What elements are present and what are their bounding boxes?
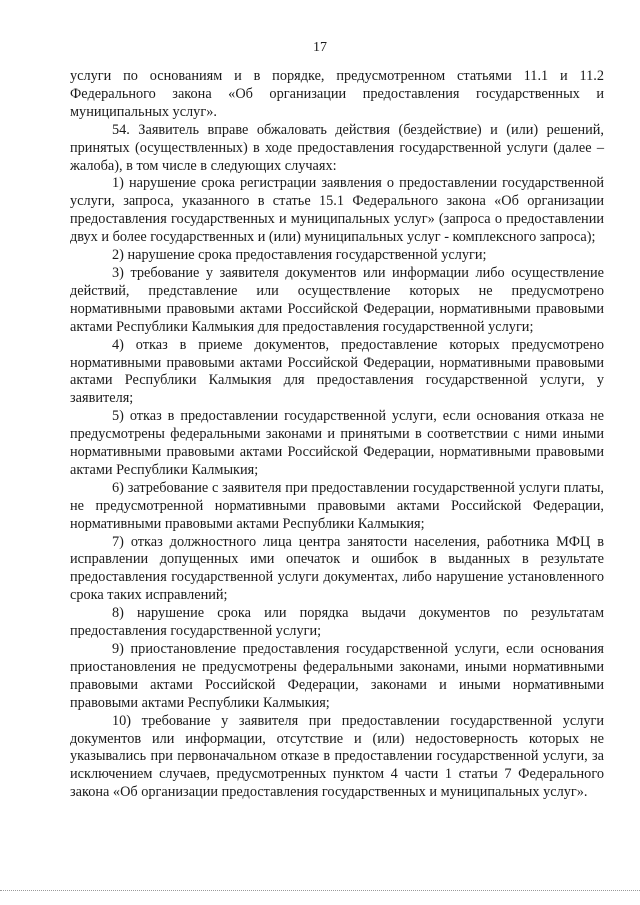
list-item-5: 5) отказ в предоставлении государственной услуги, если основания отказа не предусмотрены федеральными законами и принятыми в соответствии с ними иными нормативными правовыми актами Российской Федерации, нормативными правовыми актами Республики Калмыкия; [70,408,604,478]
list-item-7: 7) отказ должностного лица центра занятости населения, работника МФЦ в исправлении допущенных ими опечаток и ошибок в выданных в результате предоставления государственной услуги документах, либо нарушение установленного срока таких исправлений; [70,533,604,604]
list-item-10: 10) требование у заявителя при предоставлении государственной услуги документов или информации, отсутствие и (или) недостоверность которых не указывались при первоначальном отказе в предоставлении государственной услуги, за исключением случаев, предусмотренных пунктом 4 части 1 статьи 7 Федерального закона «Об организации предоставления государственных и муниципальных услуг». [70,712,604,801]
list-item-4: 4) отказ в приеме документов, предоставление которых предусмотрено нормативными правовыми актами Российской Федерации, нормативными правовыми актами Республики Калмыкия для предоставления государственной услуги, у заявителя; [70,336,604,407]
list-item-1: 1) нарушение срока регистрации заявления о предоставлении государственной услуги, запроса, указанного в статье 15.1 Федерального закона «Об организации предоставления государственных и муниципальных услуг» (запроса о предоставлении двух и более государственных и (или) муниципальных услуг - комплексного запроса); [70,175,604,246]
document-body [70,68,604,802]
list-item-9: 9) приостановление предоставления государственной услуги, если основания приостановления не предусмотрены федеральными законами, иными нормативными правовыми актами Российской Федерации, законами и иными нормативными правовыми актами Республики Калмыкия; [70,641,604,711]
page-number: 17 [313,40,327,55]
list-item-2: 2) нарушение срока предоставления государственной услуги; [112,247,487,264]
list-item-3: 3) требование у заявителя документов или информации либо осуществление действий, представление или осуществление которых не предусмотрено нормативными правовыми актами Российской Федерации, нормативными правовыми актами Республики Калмыкия для предоставления государственной услуги; [70,264,604,335]
paragraph-item-54: 54. Заявитель вправе обжаловать действия (бездействие) и (или) решений, принятых (осуществленных) в ходе предоставления государственной услуги (далее – жалоба), в том числе в следующих случаях: [70,121,604,174]
page-bottom-edge [0,890,640,891]
list-item-6: 6) затребование с заявителя при предоставлении государственной услуги платы, не предусмотренной нормативными правовыми актами Российской Федерации, нормативными правовыми актами Республики Калмыкия; [70,479,604,532]
list-item-8: 8) нарушение срока или порядка выдачи документов по результатам предоставления государственной услуги; [70,605,604,640]
paragraph-continuation: услуги по основаниям и в порядке, предусмотренном статьями 11.1 и 11.2 Федерального закона «Об организации предоставления государственных и муниципальных услуг». [70,68,604,120]
